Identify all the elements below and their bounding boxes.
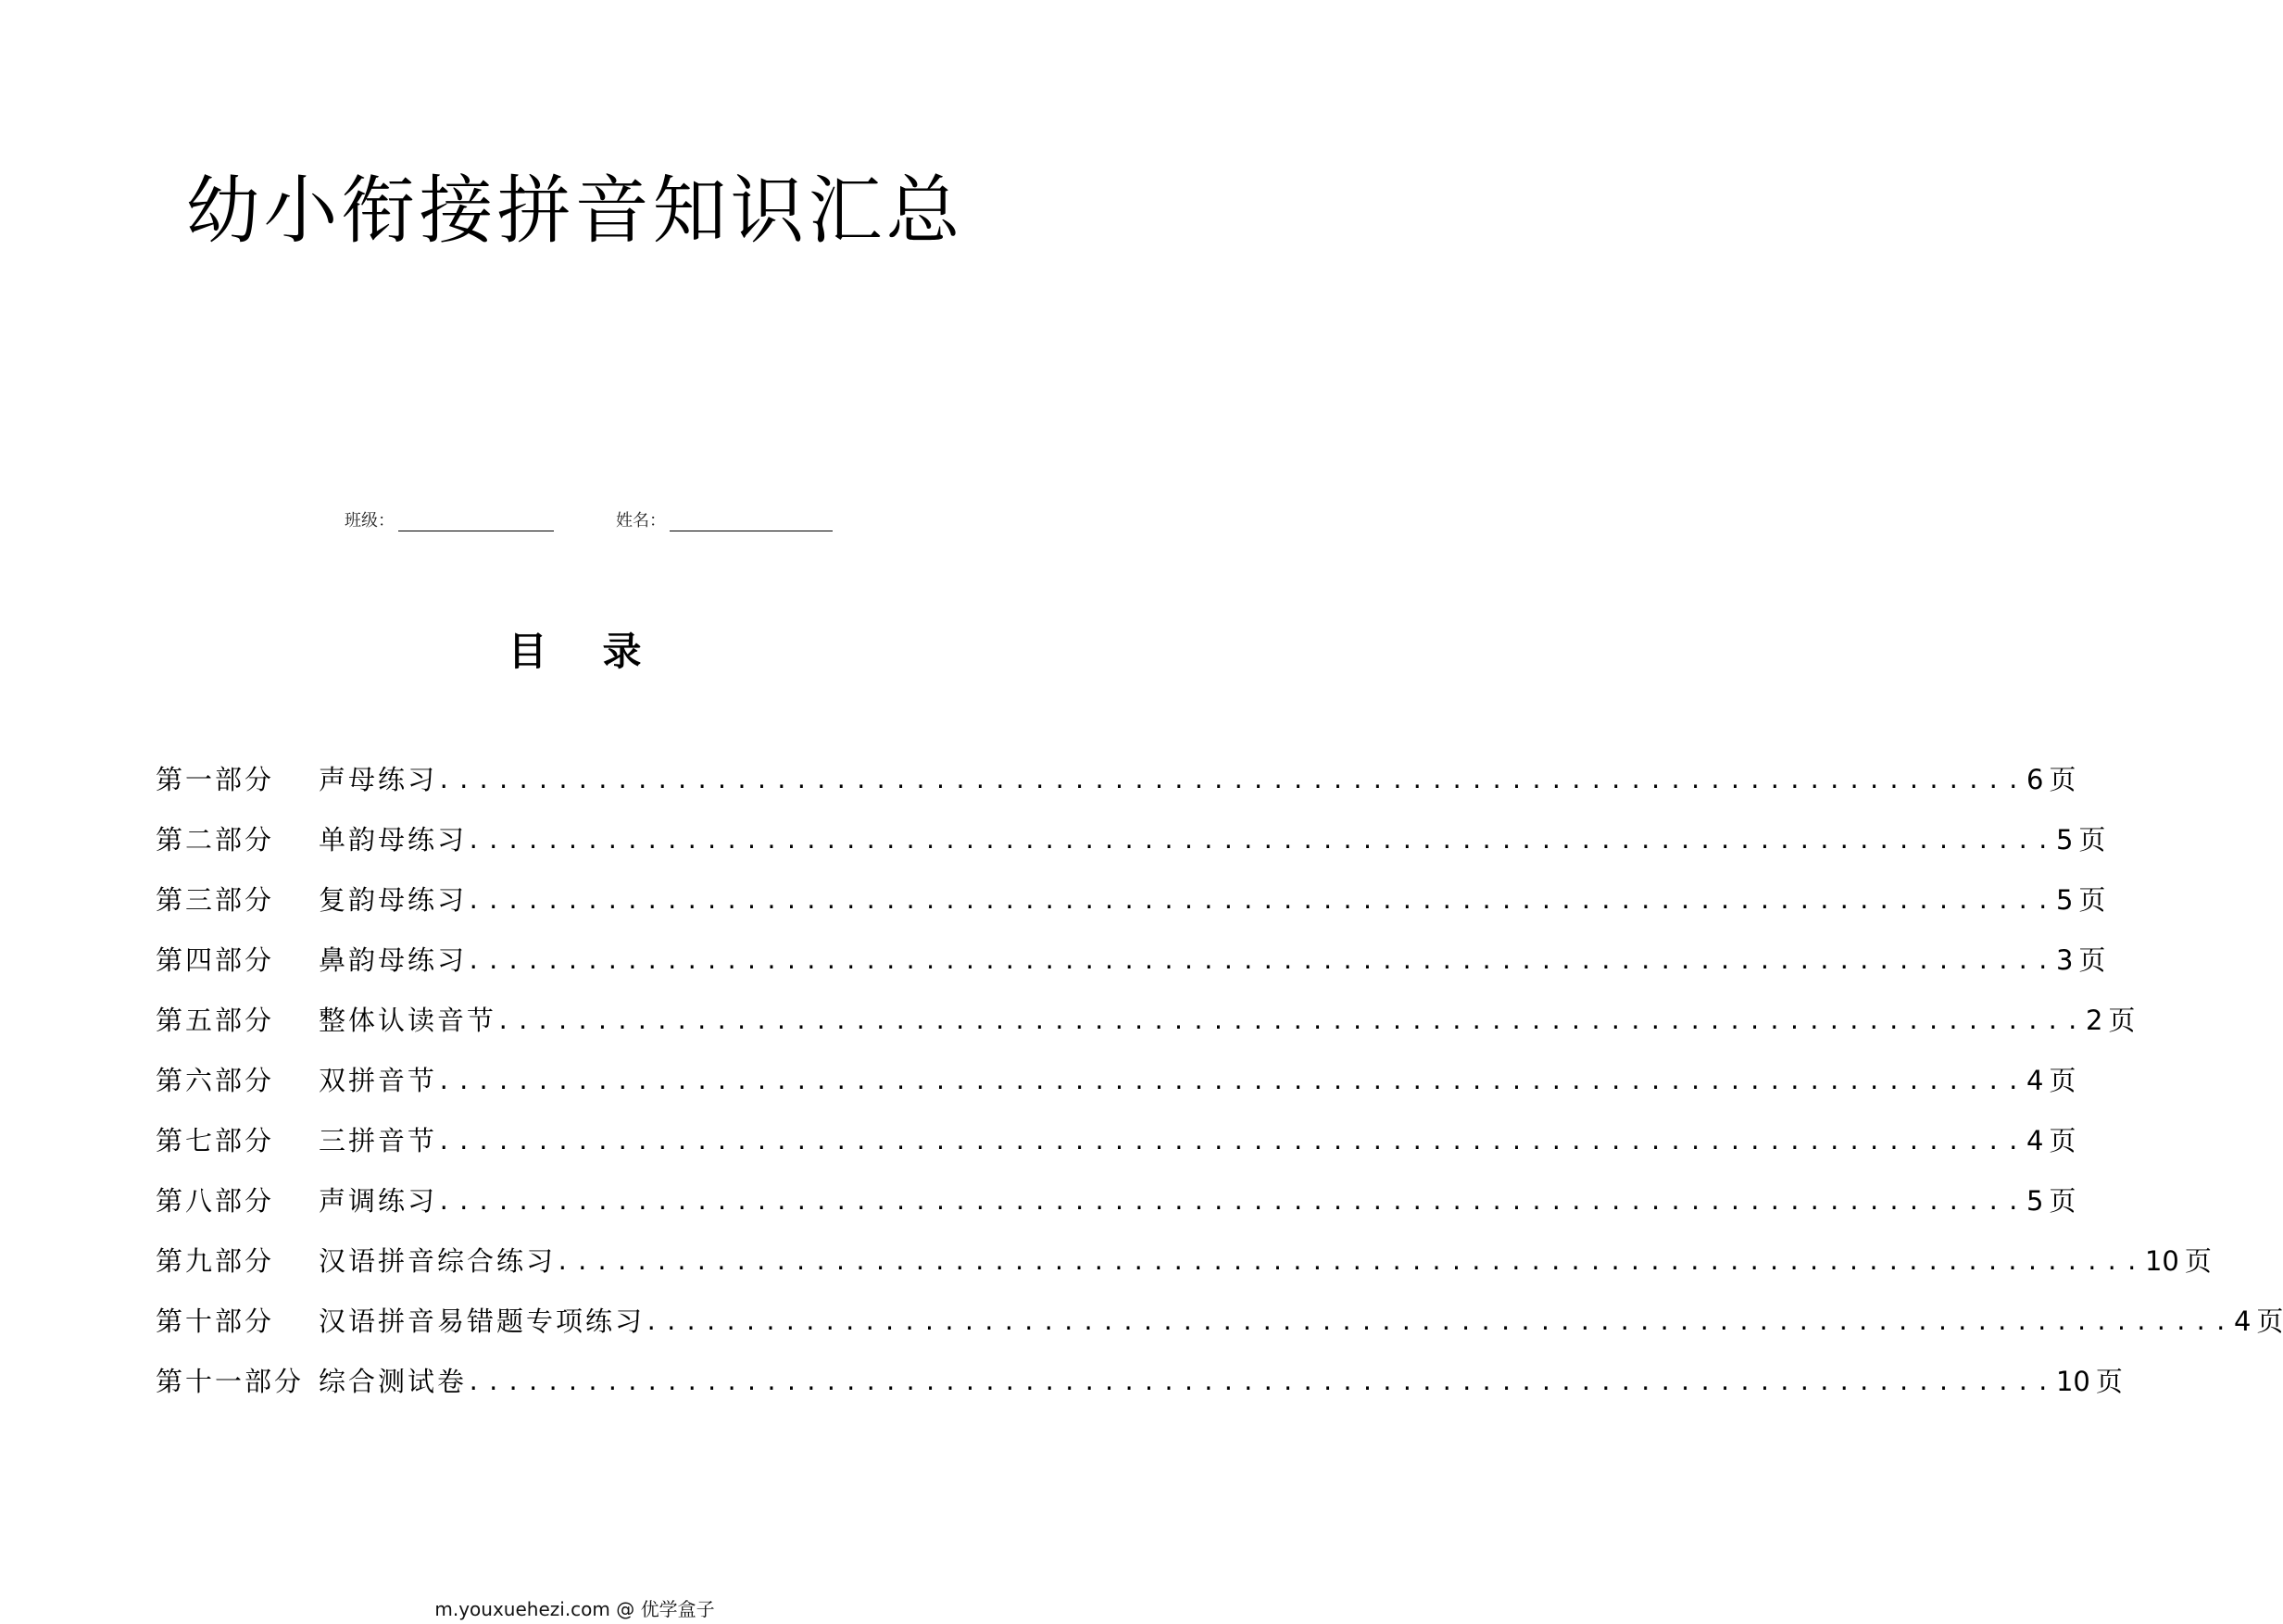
toc-page-number: 4	[2026, 1065, 2044, 1096]
toc-section: 整体认读音节	[319, 1005, 497, 1036]
class-field	[345, 507, 554, 531]
toc-part: 第六部分	[156, 1065, 275, 1096]
toc-page-number: 10	[2144, 1245, 2179, 1277]
toc-page-number: 4	[2026, 1125, 2044, 1156]
toc-page-unit: 页	[2184, 1245, 2212, 1277]
toc-page-unit: 页	[2108, 1005, 2136, 1036]
document-title: 幼小衔接拼音知识汇总	[185, 168, 964, 254]
toc-page-number: 5	[2055, 884, 2074, 916]
toc-entry[interactable]	[156, 1350, 2123, 1410]
toc-heading-char-1: 目	[508, 629, 547, 674]
toc-part: 第二部分	[156, 824, 275, 856]
toc-page-number: 5	[2026, 1185, 2044, 1217]
name-blank-line[interactable]	[670, 512, 833, 531]
toc-leader-dots: ................................................................................	[467, 827, 2056, 854]
toc-entry[interactable]	[156, 929, 2106, 989]
toc-page	[2026, 1120, 2076, 1158]
toc-part: 第十部分	[156, 1305, 275, 1337]
toc-entry[interactable]	[156, 808, 2106, 868]
toc-leader-dots: ................................................................................	[645, 1308, 2234, 1335]
toc-page	[2145, 1241, 2212, 1279]
toc-page-unit: 页	[2078, 824, 2106, 856]
toc-leader-dots: ................................................................................	[437, 1188, 2026, 1215]
toc-part: 第五部分	[156, 1005, 275, 1036]
toc-entry[interactable]	[156, 1290, 2283, 1350]
toc-section: 双拼音节	[319, 1065, 438, 1096]
toc-entry[interactable]	[156, 868, 2106, 929]
toc-page	[2026, 1181, 2076, 1218]
toc-leader-dots: ................................................................................	[437, 767, 2026, 793]
toc-page-number: 3	[2055, 944, 2074, 976]
toc-page-unit: 页	[2049, 1185, 2076, 1217]
toc-section: 综合测试卷	[319, 1366, 468, 1397]
toc-section: 鼻韵母练习	[319, 944, 468, 976]
toc-part: 第九部分	[156, 1245, 275, 1277]
toc-leader-dots: ................................................................................	[556, 1248, 2145, 1275]
toc-page-number: 5	[2055, 824, 2074, 856]
toc-part: 第三部分	[156, 884, 275, 916]
toc-page-unit: 页	[2078, 884, 2106, 916]
toc-page	[2056, 1361, 2123, 1399]
toc-page-number: 10	[2055, 1366, 2090, 1397]
footer-watermark: m.youxuehezi.com @ 优学盒子	[434, 1598, 715, 1620]
toc-part: 第四部分	[156, 944, 275, 976]
toc-page-unit: 页	[2049, 1125, 2076, 1156]
toc-heading	[0, 626, 1149, 678]
toc-page-unit: 页	[2049, 1065, 2076, 1096]
toc-part: 第七部分	[156, 1125, 275, 1156]
class-label: 班级：	[345, 511, 395, 531]
name-label: 姓名：	[616, 511, 666, 531]
toc-entry[interactable]	[156, 748, 2076, 808]
toc-page-number: 2	[2085, 1005, 2103, 1036]
toc-page-unit: 页	[2256, 1305, 2283, 1337]
toc-part: 第十一部分	[156, 1366, 305, 1397]
toc-entry[interactable]	[156, 989, 2136, 1049]
toc-entry[interactable]	[156, 1169, 2076, 1230]
toc-page	[2056, 819, 2105, 857]
toc-page	[2026, 759, 2076, 797]
toc-page-number: 4	[2233, 1305, 2252, 1337]
toc-entry[interactable]	[156, 1049, 2076, 1109]
toc-leader-dots: ................................................................................	[467, 947, 2056, 974]
toc-page-unit: 页	[2049, 764, 2076, 795]
toc-entry[interactable]	[156, 1230, 2212, 1290]
toc-part: 第一部分	[156, 764, 275, 795]
class-blank-line[interactable]	[398, 512, 554, 531]
toc-section: 单韵母练习	[319, 824, 468, 856]
toc-leader-dots: ................................................................................	[437, 1128, 2026, 1155]
toc-heading-char-2: 录	[602, 629, 642, 674]
toc-page	[2056, 880, 2105, 918]
toc-page	[2086, 1000, 2135, 1038]
toc-leader-dots: ................................................................................	[437, 1068, 2026, 1094]
toc-page	[2234, 1301, 2283, 1339]
toc-section: 声调练习	[319, 1185, 438, 1217]
toc-page-unit: 页	[2078, 944, 2106, 976]
toc-section: 汉语拼音综合练习	[319, 1245, 557, 1277]
toc-page	[2026, 1060, 2076, 1098]
toc-part: 第八部分	[156, 1185, 275, 1217]
toc-entry[interactable]	[156, 1109, 2076, 1169]
name-field	[616, 507, 833, 531]
toc-leader-dots: ................................................................................	[467, 887, 2056, 914]
toc-leader-dots: ................................................................................	[496, 1007, 2086, 1034]
toc-section: 复韵母练习	[319, 884, 468, 916]
toc-section: 三拼音节	[319, 1125, 438, 1156]
toc-section: 汉语拼音易错题专项练习	[319, 1305, 646, 1337]
toc-page	[2056, 940, 2105, 978]
toc-leader-dots: ................................................................................	[467, 1368, 2056, 1395]
table-of-contents	[156, 748, 2283, 1410]
toc-page-number: 6	[2026, 764, 2044, 795]
toc-page-unit: 页	[2095, 1366, 2123, 1397]
toc-section: 声母练习	[319, 764, 438, 795]
